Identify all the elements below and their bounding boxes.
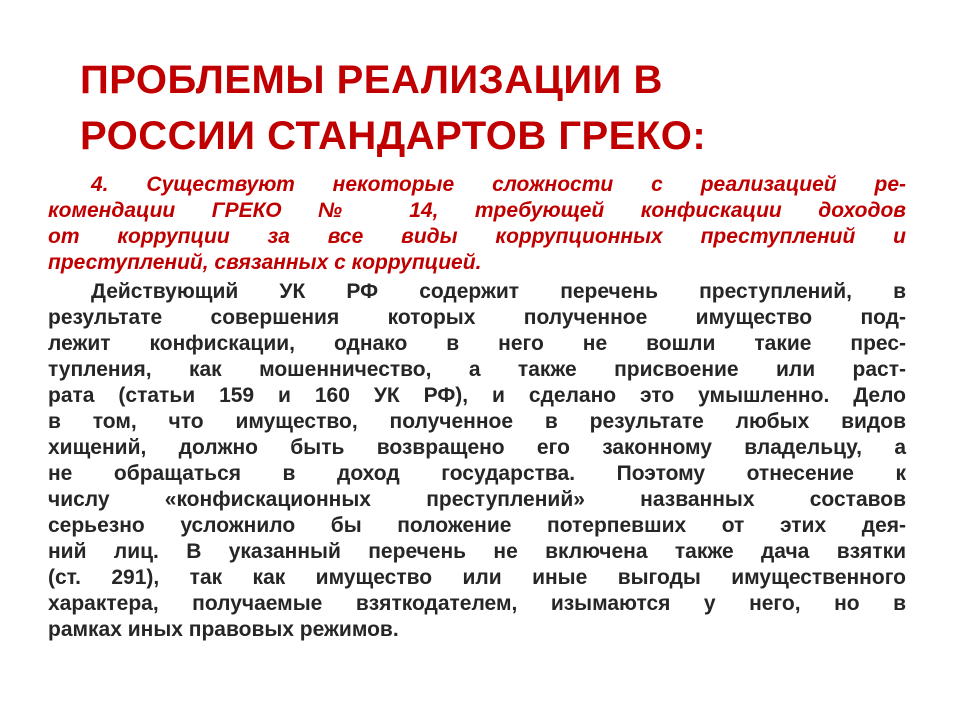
- body-line: тупления, как мошенничество, а также присвоение или раст-: [48, 358, 906, 381]
- body-line: хищений, должно быть возвращено его законному владельцу, а: [48, 436, 906, 459]
- body-line: серьезно усложнило бы положение потерпевших от этих дея-: [48, 514, 906, 537]
- slide-body: [48, 172, 906, 643]
- body-line: не обращаться в доход государства. Поэтому отнесение к: [48, 462, 906, 485]
- body-line: преступлений, связанных с коррупцией.: [48, 251, 482, 274]
- body-line: 4. Существуют некоторые сложности с реализацией ре-: [91, 173, 906, 196]
- body-line: рамках иных правовых режимов.: [48, 618, 399, 641]
- slide-title-line-2: РОССИИ СТАНДАРТОВ ГРЕКО:: [80, 114, 707, 158]
- body-line: лежит конфискации, однако в него не вошли такие прес-: [48, 332, 906, 355]
- body-line: от коррупции за все виды коррупционных преступлений и: [48, 225, 906, 248]
- slide-title-line-1: ПРОБЛЕМЫ РЕАЛИЗАЦИИ В: [80, 58, 663, 102]
- body-line: ний лиц. В указанный перечень не включена также дача взятки: [48, 540, 906, 563]
- body-line: числу «конфискационных преступлений» названных составов: [48, 488, 906, 511]
- paragraph-criminal-code: [48, 279, 906, 643]
- slide-title: [80, 52, 920, 164]
- body-line: в том, что имущество, полученное в результате любых видов: [48, 410, 906, 433]
- body-line: комендации ГРЕКО № 14, требующей конфискации доходов: [48, 199, 906, 222]
- body-line: характера, получаемые взяткодателем, изымаются у него, но в: [48, 592, 906, 615]
- body-line: Действующий УК РФ содержит перечень преступлений, в: [91, 280, 906, 303]
- body-line: (ст. 291), так как имущество или иные выгоды имущественного: [48, 566, 906, 589]
- body-line: рата (статьи 159 и 160 УК РФ), и сделано это умышленно. Дело: [48, 384, 906, 407]
- body-line: результате совершения которых полученное имущество под-: [48, 306, 906, 329]
- paragraph-recommendation: [48, 172, 906, 276]
